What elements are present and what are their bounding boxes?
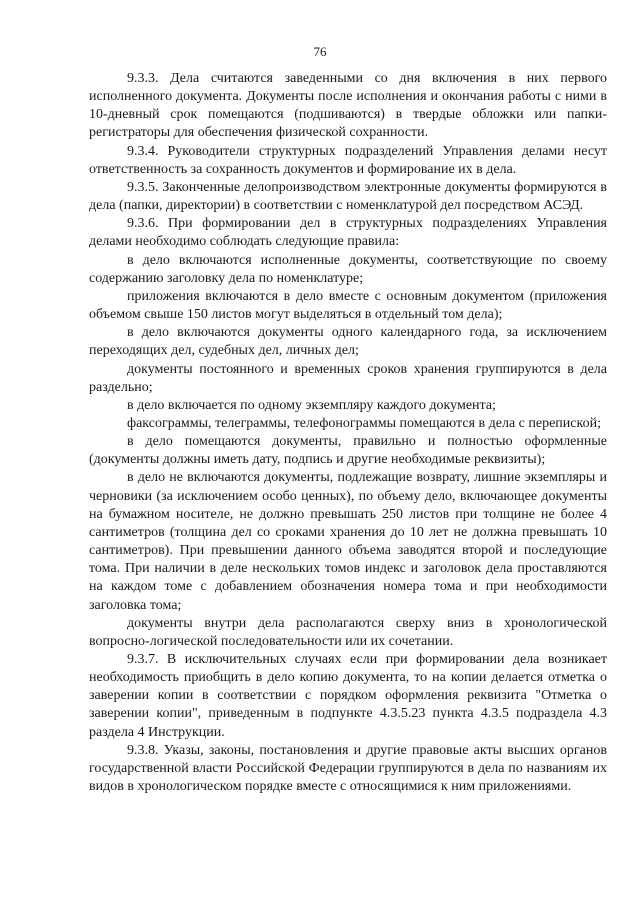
paragraph-9-3-7: 9.3.7. В исключительных случаях если при формировании дела возникает необходимость приобщить в дело копию документа, то на копии делается отметка о заверении копии в соответствии с порядком оформления реквизита "Отметка о заверении копии", приведенным в подпункте 4.3.5.23 пункта 4.3.5 подраздела 4.3 раздела 4 Инструкции. (89, 652, 607, 740)
rule-item: документы внутри дела располагаются сверху вниз в хронологической вопросно-логической последовательности или их сочетании. (89, 615, 607, 649)
rule-item: в дело включаются исполненные документы, соответствующие по своему содержанию заголовку дела по номенклатуре; (89, 252, 607, 286)
rule-item: в дело включается по одному экземпляру каждого документа; (127, 397, 496, 413)
paragraph-9-3-5: 9.3.5. Законченные делопроизводством электронные документы формируются в дела (папки, директории) в соответствии с номенклатурой дел посредством АСЭД. (89, 179, 607, 214)
rule-item: в дело не включаются документы, подлежащие возврату, лишние экземпляры и черновики (за исключением особо ценных), по объему дело, включающее документы на бумажном носителе, не должно превышать 250 листов при толщине не более 4 сантиметров (толщина дел со сроками хранения до 10 лет не должна превышать 10 сантиметров). При превышении данного объема заводятся второй и последующие тома. При наличии в деле нескольких томов индекс и заголовок дела проставляются на каждом томе с добавлением обозначения номера тома и при необходимости заголовка тома; (89, 470, 607, 613)
paragraph-9-3-3: 9.3.3. Дела считаются заведенными со дня включения в них первого исполненного документа. Документы после исполнения и окончания работы с ними в 10-дневный срок помещаются (подшиваются) в твердые обложки или папки-регистраторы для обеспечения физической сохранности. (89, 71, 607, 141)
document-body (89, 70, 607, 796)
rule-item: в дело включаются документы одного календарного года, за исключением переходящих дел, судебных дел, личных дел; (89, 325, 607, 359)
rule-item: документы постоянного и временных сроков хранения группируются в дела раздельно; (89, 361, 607, 395)
paragraph-9-3-8: 9.3.8. Указы, законы, постановления и другие правовые акты высших органов государственной власти Российской Федерации группируются в дела по названиям их видов в хронологическом порядке вместе с относящимися к ним приложениями. (89, 742, 607, 795)
rule-item: приложения включаются в дело вместе с основным документом (приложения объемом свыше 150 листов могут выделяться в отдельный том дела); (89, 288, 607, 323)
page-number: 76 (313, 44, 327, 59)
rule-item: в дело помещаются документы, правильно и полностью оформленные (документы должны иметь дату, подпись и другие необходимые реквизиты); (89, 434, 607, 468)
paragraph-9-3-6: 9.3.6. При формировании дел в структурных подразделениях Управления делами необходимо соблюдать следующие правила: (89, 216, 607, 250)
rule-item: факсограммы, телеграммы, телефонограммы помещаются в дела с перепиской; (127, 415, 601, 431)
paragraph-9-3-4: 9.3.4. Руководители структурных подразделений Управления делами несут ответственность за сохранность документов и формирование их в дела. (89, 143, 607, 177)
